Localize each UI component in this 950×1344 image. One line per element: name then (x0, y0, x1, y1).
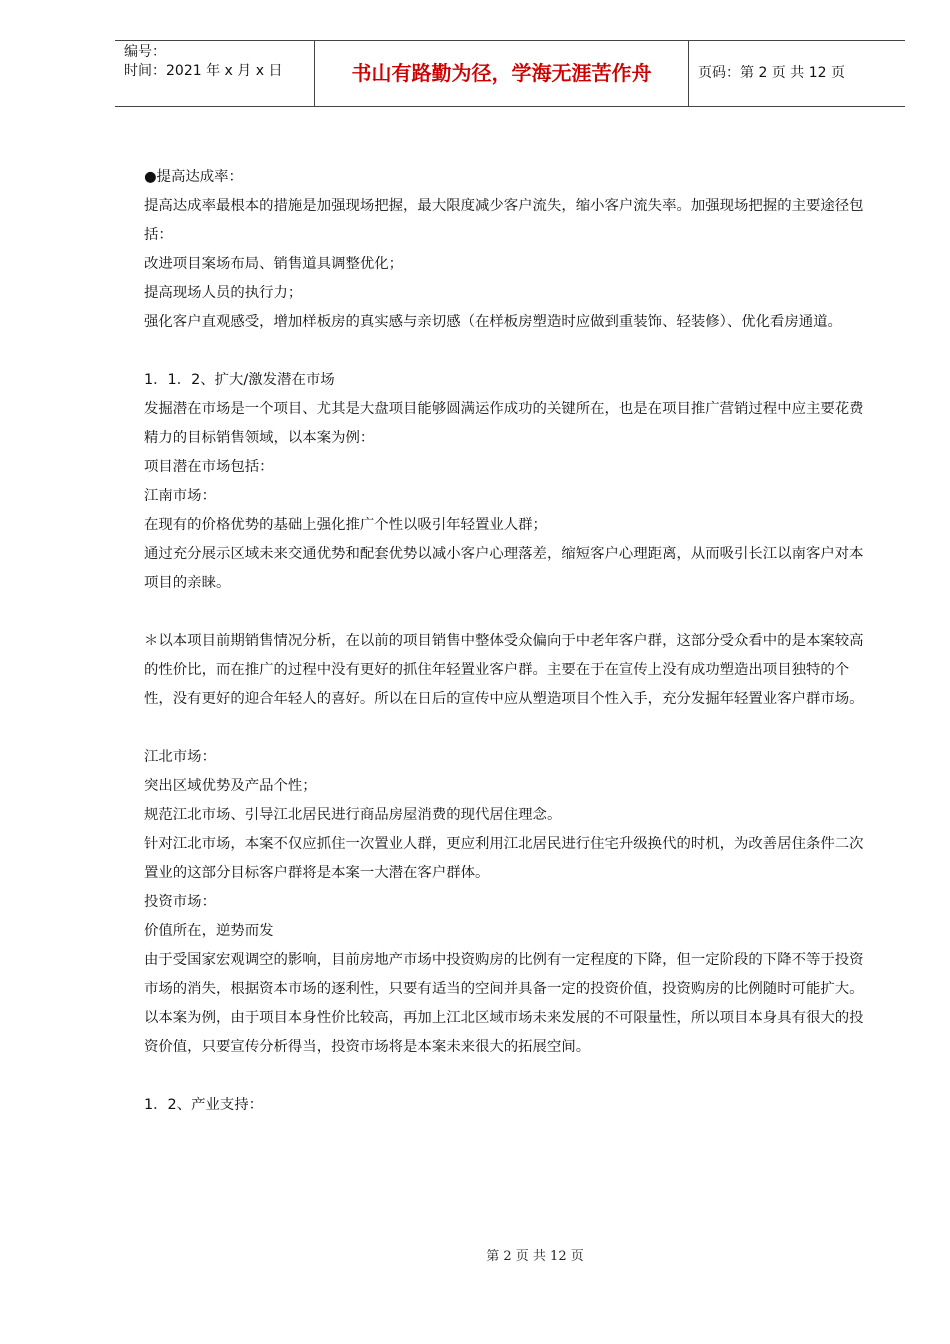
body-paragraph: ＊以本项目前期销售情况分析，在以前的项目销售中整体受众偏向于中老年客户群，这部分受众看中的是本案较高的性价比，而在推广的过程中没有更好的抓住年轻置业客户群。主要在于在宣传上没有成功塑造出项目独特的个性，没有更好的迎合年轻人的喜好。所以在日后的宣传中应从塑造项目个性入手，充分发掘年轻置业客户群市场。 (144, 633, 864, 707)
body-paragraph: 在现有的价格优势的基础上强化推广个性以吸引年轻置业人群； (144, 517, 547, 533)
header-page-info: 页码：第 2 页 共 12 页 (698, 65, 845, 81)
body-paragraph: 以本案为例，由于项目本身性价比较高，再加上江北区域市场未来发展的不可限量性，所以项目本身具有很大的投资价值，只要宣传分析得当，投资市场将是本案未来很大的拓展空间。 (144, 1010, 864, 1055)
document-number-label: 编号： (124, 44, 166, 60)
body-paragraph: ●提高达成率： (144, 169, 243, 185)
blank-line (144, 714, 866, 743)
body-paragraph: 价值所在，逆势而发 (144, 923, 274, 939)
body-paragraph: 江北市场： (144, 749, 216, 765)
header-motto: 书山有路勤为径，学海无涯苦作舟 (315, 41, 689, 106)
body-paragraph: 提高现场人员的执行力； (144, 285, 303, 301)
document-time-label: 时间：2021 年 x 月 x 日 (124, 63, 283, 79)
blank-line (144, 598, 866, 627)
body-paragraph: 突出区域优势及产品个性； (144, 778, 317, 794)
body-paragraph: 1．1．2、扩大/激发潜在市场 (144, 372, 335, 388)
body-paragraph: 针对江北市场，本案不仅应抓住一次置业人群，更应利用江北居民进行住宅升级换代的时机，为改善居住条件二次置业的这部分目标客户群将是本案一大潜在客户群体。 (144, 836, 864, 881)
document-body (144, 163, 866, 1120)
body-paragraph: 投资市场： (144, 894, 216, 910)
body-paragraph: 1．2、产业支持： (144, 1097, 264, 1113)
body-paragraph: 由于受国家宏观调空的影响，目前房地产市场中投资购房的比例有一定程度的下降，但一定阶段的下降不等于投资市场的消失，根据资本市场的逐利性，只要有适当的空间并具备一定的投资价值，投资购房的比例随时可能扩大。 (144, 952, 864, 997)
body-paragraph: 江南市场： (144, 488, 216, 504)
page-header (115, 40, 905, 107)
body-paragraph: 发掘潜在市场是一个项目、尤其是大盘项目能够圆满运作成功的关键所在，也是在项目推广营销过程中应主要花费精力的目标销售领域，以本案为例： (144, 401, 864, 446)
page-footer: 第 2 页 共 12 页 (486, 1249, 584, 1264)
body-paragraph: 项目潜在市场包括： (144, 459, 274, 475)
header-meta (115, 41, 315, 106)
blank-line (144, 337, 866, 366)
body-paragraph: 规范江北市场、引导江北居民进行商品房屋消费的现代居住理念。 (144, 807, 562, 823)
body-paragraph: 强化客户直观感受，增加样板房的真实感与亲切感（在样板房塑造时应做到重装饰、轻装修）、优化看房通道。 (144, 314, 842, 330)
body-paragraph: 提高达成率最根本的措施是加强现场把握，最大限度减少客户流失，缩小客户流失率。加强现场把握的主要途径包括： (144, 198, 864, 243)
body-paragraph: 通过充分展示区域未来交通优势和配套优势以减小客户心理落差，缩短客户心理距离，从而吸引长江以南客户对本项目的亲睐。 (144, 546, 864, 591)
blank-line (144, 1062, 866, 1091)
body-paragraph: 改进项目案场布局、销售道具调整优化； (144, 256, 404, 272)
